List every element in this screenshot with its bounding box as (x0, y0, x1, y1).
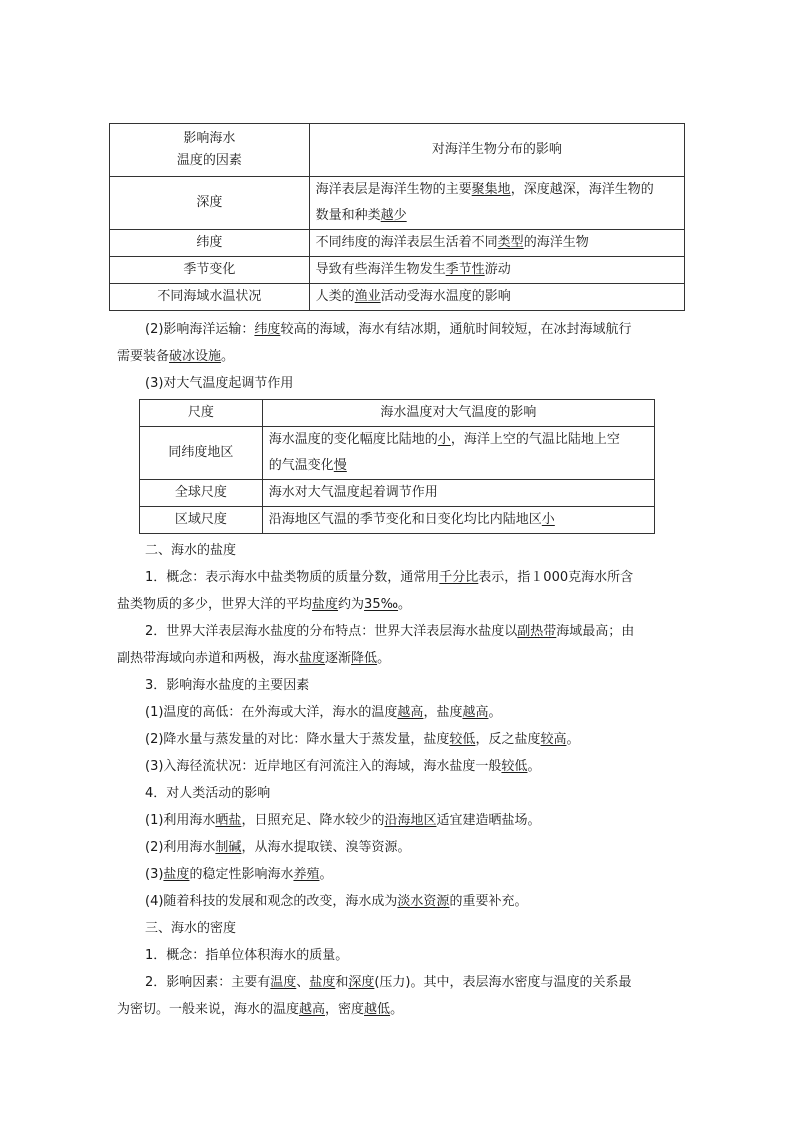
table-cell (309, 177, 684, 230)
key-term: 盐度 (163, 867, 190, 882)
cell-text: 数量和种类 (315, 208, 381, 223)
table-cell: 全球尺度 (140, 480, 263, 507)
text: (1)利用海水 (145, 813, 216, 828)
text: (2)影响海洋运输： (145, 322, 255, 337)
table-cell (309, 230, 684, 257)
salinity-concept-cont (117, 591, 687, 618)
table-header-row (140, 400, 655, 427)
salinity-concept (145, 564, 715, 591)
cell-text: 人类的 (315, 289, 355, 304)
density-factors (145, 969, 715, 996)
key-term: 越低 (364, 1002, 391, 1017)
text: 。 (566, 732, 580, 747)
key-term: 温度 (270, 975, 297, 990)
text: 的重要补充。 (449, 894, 528, 909)
table-row (110, 257, 685, 284)
density-factors-cont (117, 996, 687, 1023)
table-header-cell: 对海洋生物分布的影响 (309, 124, 684, 177)
table-cell (309, 284, 684, 311)
salinity-impact-2 (145, 834, 715, 861)
salinity-impact-3 (145, 861, 715, 888)
cell-text: 海水温度的变化幅度比陆地的 (268, 432, 438, 447)
key-term: 越高 (397, 705, 424, 720)
cell-text: 游动 (484, 262, 511, 277)
key-term: 越高 (299, 1002, 326, 1017)
key-term: 深度 (348, 975, 375, 990)
key-term: 养殖 (293, 867, 320, 882)
key-term: 盐度 (309, 975, 336, 990)
table-cell (262, 507, 654, 534)
salinity-distribution-cont (117, 645, 687, 672)
text: (压力)。其中，表层海水密度与温度的关系最 (374, 975, 632, 990)
text: 。 (488, 705, 502, 720)
table-row (140, 427, 655, 480)
text: (1)温度的高低：在外海或大洋，海水的温度 (145, 705, 398, 720)
text: 。 (319, 867, 333, 882)
paragraph-shipping (145, 316, 715, 343)
key-term: 聚集地 (471, 182, 511, 197)
text: 。 (527, 759, 541, 774)
text: 较高的海域，海水有结冰期，通航时间较短，在冰封海域航行 (280, 322, 632, 337)
key-term: 越高 (462, 705, 489, 720)
text: 和 (335, 975, 349, 990)
table-cell (309, 257, 684, 284)
key-term: 降低 (351, 651, 378, 666)
table-cell: 深度 (110, 177, 310, 230)
table-cell: 不同海域水温状况 (110, 284, 310, 311)
table-row (140, 507, 655, 534)
key-term: 纬度 (254, 322, 281, 337)
table-header-row (110, 124, 685, 177)
salinity-impact-1 (145, 807, 715, 834)
text: 表示，指１000克海水所含 (478, 570, 634, 585)
header-text: 影响海水 (183, 131, 236, 146)
salinity-factor-3 (145, 753, 715, 780)
table-header-cell: 尺度 (140, 400, 263, 427)
cell-text: 沿海地区气温的季节变化和日变化均比内陆地区 (268, 512, 542, 527)
text: ，从海水提取镁、溴等资源。 (241, 840, 411, 855)
text: 副热带海域向赤道和两极，海水 (117, 651, 300, 666)
table-cell: 区域尺度 (140, 507, 263, 534)
text: 约为 (338, 597, 365, 612)
text: 。 (377, 651, 391, 666)
key-term: 季节性 (445, 262, 485, 277)
cell-text: 的海洋生物 (523, 235, 589, 250)
text: 需要装备 (117, 349, 170, 364)
section-heading: 三、海水的密度 (145, 921, 237, 936)
text: 适宜建造晒盐场。 (436, 813, 541, 828)
text: 。 (390, 1002, 404, 1017)
key-term: 盐度 (312, 597, 339, 612)
table-cell: 海水对大气温度起着调节作用 (262, 480, 654, 507)
paragraph-shipping-cont (117, 343, 687, 370)
salinity-factor-2 (145, 726, 715, 753)
salinity-impact-4 (145, 888, 715, 915)
table-row (110, 177, 685, 230)
density-concept: 1．概念：指单位体积海水的质量。 (145, 948, 349, 963)
key-term: 晒盐 (215, 813, 242, 828)
table-row (140, 480, 655, 507)
table-cell: 季节变化 (110, 257, 310, 284)
text: 。 (398, 597, 412, 612)
text: ，反之盐度 (475, 732, 541, 747)
salinity-distribution (145, 618, 715, 645)
key-term: 慢 (333, 458, 347, 473)
key-term: 副热带 (517, 624, 557, 639)
cell-text: 活动受海水温度的影响 (380, 289, 511, 304)
section-heading: 二、海水的盐度 (145, 543, 237, 558)
text: 的稳定性影响海水 (189, 867, 294, 882)
text: (4)随着科技的发展和观念的改变，海水成为 (145, 894, 398, 909)
text: (2)利用海水 (145, 840, 216, 855)
cell-text: ，深度越深，海洋生物的 (510, 182, 654, 197)
key-term: 渔业 (354, 289, 381, 304)
text: 2．影响因素：主要有 (145, 975, 271, 990)
key-term: 较低 (449, 732, 476, 747)
text: ，密度 (325, 1002, 365, 1017)
table-cell (262, 427, 654, 480)
text: ，盐度 (423, 705, 463, 720)
key-term: 沿海地区 (384, 813, 437, 828)
salinity-impact-title: 4．对人类活动的影响 (145, 786, 271, 801)
cell-text: 的气温变化 (268, 458, 334, 473)
text: 2．世界大洋表层海水盐度的分布特点：世界大洋表层海水盐度以 (145, 624, 518, 639)
key-term: 较高 (540, 732, 567, 747)
climate-table (139, 399, 655, 534)
key-term: 小 (541, 512, 555, 527)
header-text: 温度的因素 (176, 153, 242, 168)
table-cell: 纬度 (110, 230, 310, 257)
key-term: 小 (437, 432, 451, 447)
text: (2)降水量与蒸发量的对比：降水量大于蒸发量，盐度 (145, 732, 450, 747)
key-term: 越少 (380, 208, 407, 223)
text: 、 (296, 975, 310, 990)
text: 逐渐 (325, 651, 352, 666)
text: (3)入海径流状况：近岸地区有河流注入的海域，海水盐度一般 (145, 759, 502, 774)
cell-text: 海洋表层是海洋生物的主要 (315, 182, 472, 197)
text: ，日照充足、降水较少的 (241, 813, 385, 828)
key-term: 制碱 (215, 840, 242, 855)
ocean-life-table (109, 123, 685, 311)
table-row (110, 230, 685, 257)
text: 为密切。一般来说，海水的温度 (117, 1002, 300, 1017)
key-term: 35‰ (364, 597, 399, 612)
salinity-factors-title: 3．影响海水盐度的主要因素 (145, 678, 310, 693)
table-cell: 同纬度地区 (140, 427, 263, 480)
key-term: 较低 (501, 759, 528, 774)
table-header-cell: 海水温度对大气温度的影响 (262, 400, 654, 427)
text: 。 (221, 349, 235, 364)
table-row (110, 284, 685, 311)
text: 海域最高；由 (556, 624, 635, 639)
cell-text: ，海洋上空的气温比陆地上空 (450, 432, 620, 447)
salinity-factor-1 (145, 699, 715, 726)
cell-text: 导致有些海洋生物发生 (315, 262, 446, 277)
cell-text: 不同纬度的海洋表层生活着不同 (315, 235, 498, 250)
key-term: 千分比 (439, 570, 479, 585)
text: 1．概念：表示海水中盐类物质的质量分数，通常用 (145, 570, 440, 585)
key-term: 类型 (497, 235, 524, 250)
paragraph-climate-title: (3)对大气温度起调节作用 (145, 376, 294, 391)
key-term: 淡水资源 (397, 894, 450, 909)
key-term: 破冰设施 (169, 349, 222, 364)
key-term: 盐度 (299, 651, 326, 666)
text: (3) (145, 867, 164, 882)
table-header-cell (110, 124, 310, 177)
text: 盐类物质的多少，世界大洋的平均 (117, 597, 313, 612)
